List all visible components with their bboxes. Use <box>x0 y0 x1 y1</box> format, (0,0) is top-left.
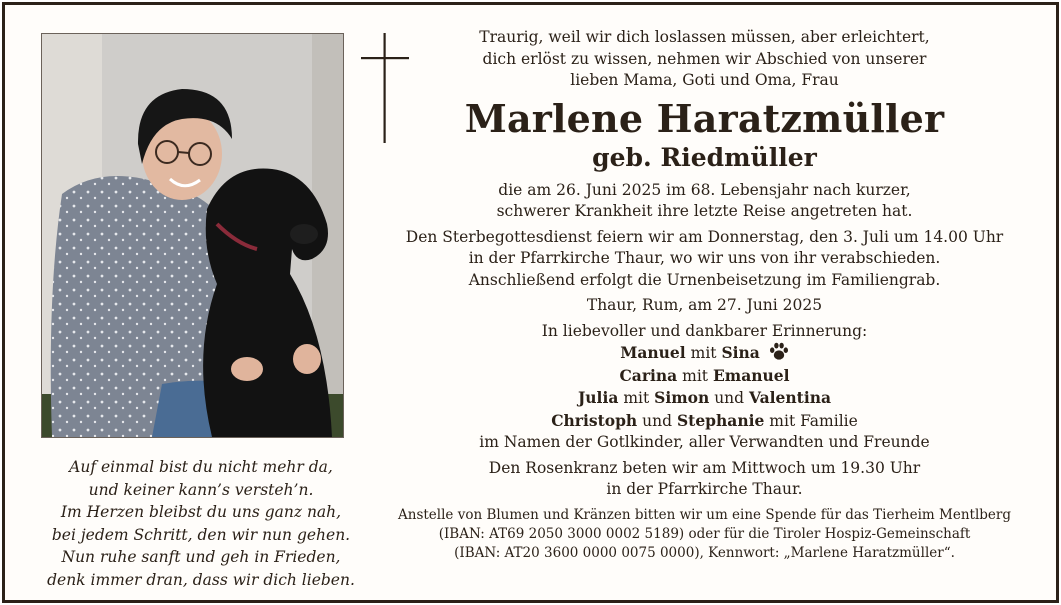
connector: mit <box>682 366 709 385</box>
family-member: Sina <box>721 343 760 362</box>
family-member: Christoph <box>551 410 638 430</box>
connector: mit <box>623 389 650 407</box>
death-notice-line: schwerer Krankheit ihre letzte Reise angetreten hat. <box>496 202 913 220</box>
family-member: Manuel <box>620 343 686 362</box>
connector: und <box>642 411 673 430</box>
death-notice-line: die am 26. Juni 2025 im 68. Lebensjahr nach kurzer, <box>498 180 911 199</box>
intro-line: lieben Mama, Goti und Oma, Frau <box>570 71 839 89</box>
family-row <box>377 387 1032 410</box>
donation-note <box>377 506 1032 563</box>
connector: und <box>714 389 745 407</box>
notice-text <box>377 27 1032 563</box>
service-line: Den Sterbegottesdienst feiern wir am Donnerstag, den 3. Juli um 14.00 Uhr <box>405 227 1004 246</box>
rosary <box>377 458 1032 501</box>
poem-line: bei jedem Schritt, den wir nun gehen. <box>51 525 351 544</box>
intro-line: Traurig, weil wir dich loslassen müssen, aber erleichtert, <box>479 28 930 46</box>
family-row <box>377 342 1032 365</box>
donation-line: (IBAN: AT20 3600 0000 0075 0000), Kennwort: „Marlene Haratzmüller“. <box>454 544 955 561</box>
intro <box>377 27 1032 92</box>
donation-line: (IBAN: AT69 2050 3000 0002 5189) oder für die Tiroler Hospiz-Gemeinschaft <box>438 525 971 542</box>
family-row: im Namen der Gotlkinder, aller Verwandten und Freunde <box>479 433 930 451</box>
family-member: Emanuel <box>712 365 790 385</box>
family-member: Stephanie <box>676 410 765 430</box>
family-member: Carina <box>619 365 678 385</box>
family-list <box>377 342 1032 454</box>
donation-line: Anstelle von Blumen und Kränzen bitten wir um eine Spende für das Tierheim Mentlberg <box>398 506 1011 523</box>
paw-icon <box>769 342 789 361</box>
family-row <box>377 365 1032 388</box>
remembrance: In liebevoller und dankbarer Erinnerung: <box>541 321 868 340</box>
maiden-name: geb. Riedmüller <box>592 142 817 172</box>
death-notice <box>377 180 1032 223</box>
connector: mit Familie <box>769 411 858 430</box>
poem <box>25 456 377 592</box>
funeral-service <box>377 227 1032 292</box>
rosary-line: Den Rosenkranz beten wir am Mittwoch um 19.30 Uhr <box>488 458 921 477</box>
service-line: in der Pfarrkirche Thaur, wo wir uns von ihr verabschieden. <box>468 249 941 267</box>
poem-line: Nun ruhe sanft und geh in Frieden, <box>61 548 341 567</box>
poem-line: denk immer dran, dass wir dich lieben. <box>47 570 355 589</box>
family-row <box>377 410 1032 433</box>
connector: mit <box>690 344 717 362</box>
place-date: Thaur, Rum, am 27. Juni 2025 <box>586 296 823 314</box>
obituary-card <box>2 2 1059 603</box>
intro-line: dich erlöst zu wissen, nehmen wir Abschied von unserer <box>482 49 927 68</box>
family-member: Julia <box>577 388 619 407</box>
family-member: Simon <box>654 388 710 407</box>
poem-line: und keiner kann’s versteh’n. <box>88 480 314 499</box>
family-member: Valentina <box>749 388 832 407</box>
deceased-name: Marlene Haratzmüller <box>464 95 945 141</box>
portrait-photo <box>41 33 344 438</box>
service-line: Anschließend erfolgt die Urnenbeisetzung im Familiengrab. <box>468 270 941 289</box>
poem-line: Im Herzen bleibst du uns ganz nah, <box>60 503 342 522</box>
poem-line: Auf einmal bist du nicht mehr da, <box>69 458 333 476</box>
rosary-line: in der Pfarrkirche Thaur. <box>606 480 803 498</box>
